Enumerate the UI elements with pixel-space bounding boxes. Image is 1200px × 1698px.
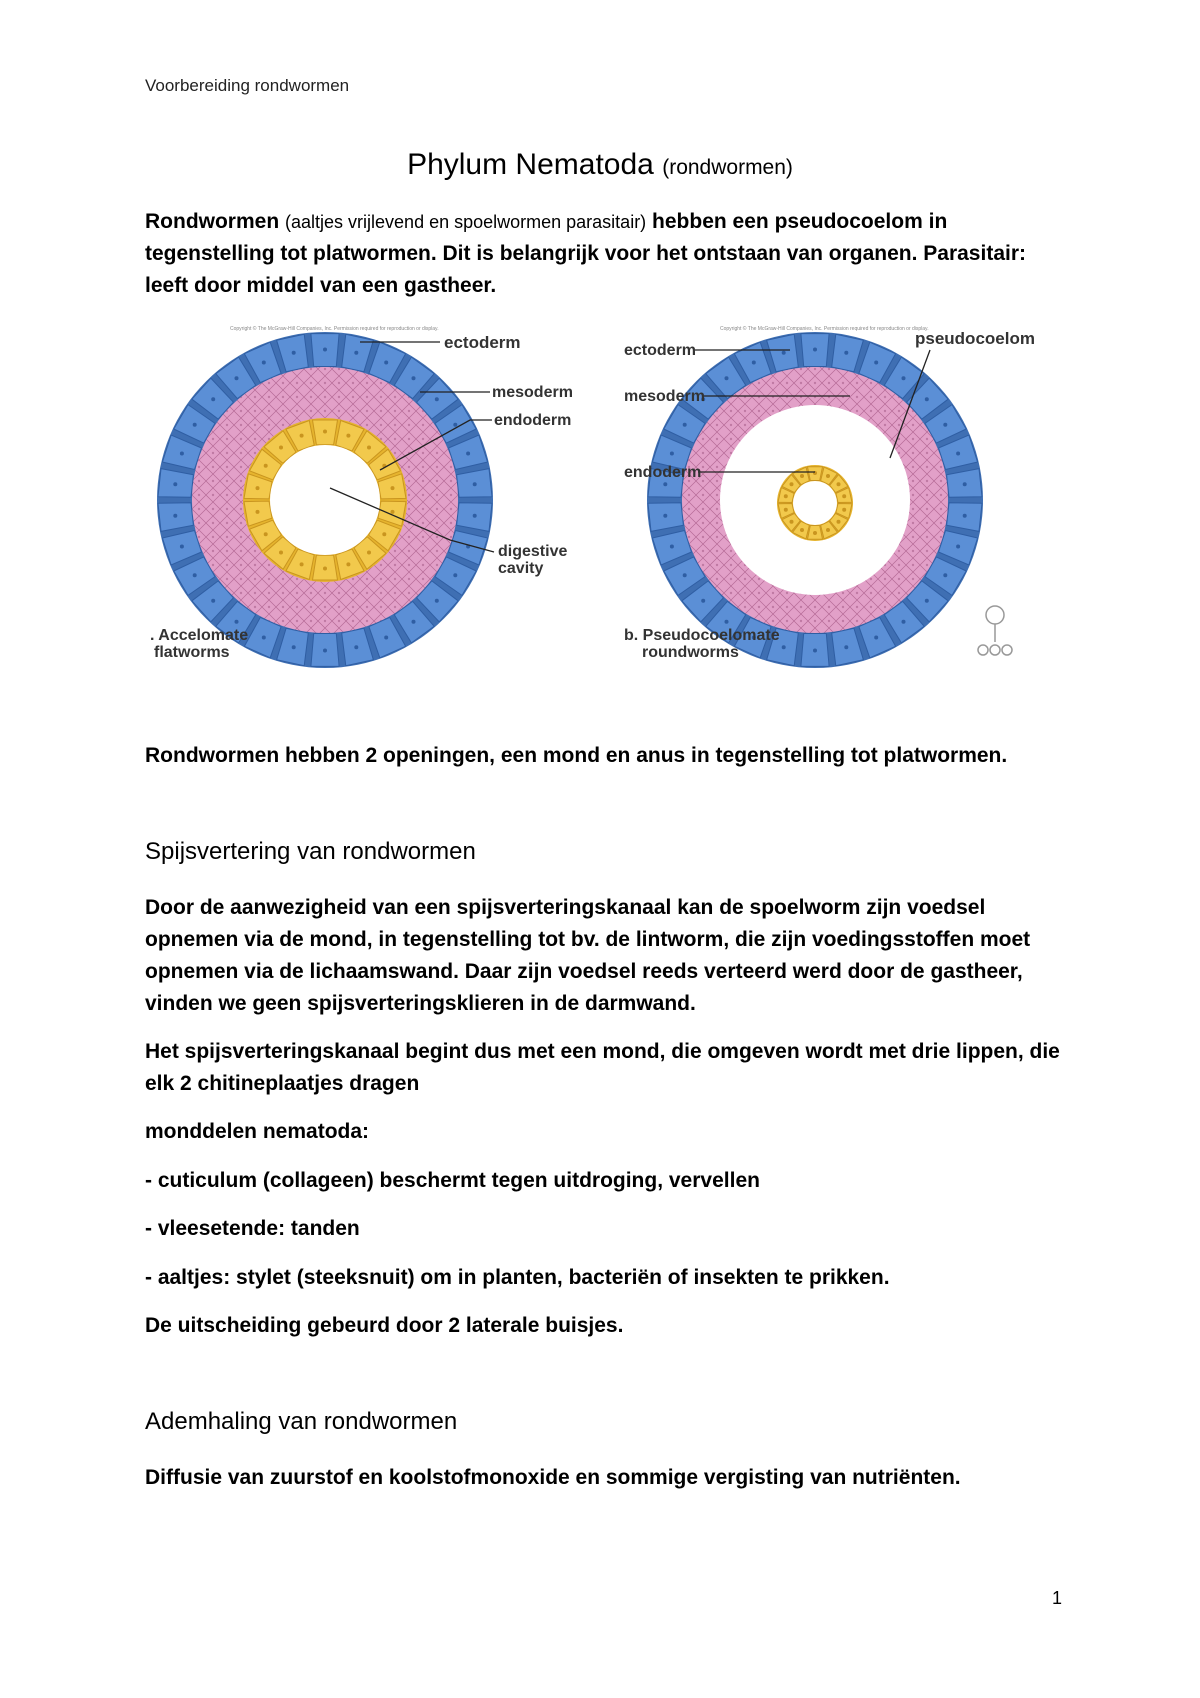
left-ectoderm-cell-nucleus [180,452,184,456]
right-ectoderm-cell-nucleus [844,351,848,355]
right-ectoderm-cell-nucleus [813,348,817,352]
left-ectoderm-cell-nucleus [435,397,439,401]
right-ectoderm-label: ectoderm [624,342,697,359]
mouthparts-item-3: - aaltjes: stylet (steeksnuit) om in planten, bacteriën of insekten te prikken. [145,1266,890,1289]
left-endoderm-cell-nucleus [256,510,260,514]
title-sub: (rondwormen) [662,156,793,179]
right-ectoderm-cell-nucleus [670,452,674,456]
right-gut-lumen [793,481,837,525]
right-ectoderm-cell-nucleus [725,376,729,380]
left-endoderm-cell-nucleus [323,430,327,434]
left-endoderm-cell-nucleus [391,510,395,514]
right-ectoderm-cell-nucleus [663,514,667,518]
left-ectoderm-cell-nucleus [193,423,197,427]
right-ectoderm-cell-nucleus [925,397,929,401]
right-endoderm-cell-nucleus [842,494,846,498]
left-ectoderm-label: ectoderm [444,333,521,352]
left-ectoderm-cell-nucleus [453,423,457,427]
left-endoderm-cell-nucleus [300,562,304,566]
left-endoderm-cell-nucleus [346,434,350,438]
right-ectoderm-cell-nucleus [902,376,906,380]
intro-lead: Rondwormen [145,210,280,233]
left-ectoderm-cell-nucleus [173,482,177,486]
left-digestive-cavity [270,445,380,555]
left-ectoderm-cell-nucleus [211,397,215,401]
left-ectoderm-cell-nucleus [292,645,296,649]
right-endoderm-cell-nucleus [826,528,830,532]
right-endoderm-label: endoderm [624,464,702,481]
page-title [0,148,1200,182]
left-endoderm-cell-nucleus [279,446,283,450]
left-ectoderm-cell-nucleus [292,351,296,355]
title-main: Phylum Nematoda [407,148,654,181]
left-ectoderm-cell-nucleus [435,599,439,603]
left-caption-1: . Accelomate [150,627,249,644]
left-ectoderm-cell-nucleus [235,376,239,380]
right-ectoderm-cell-nucleus [663,482,667,486]
left-endoderm-cell-nucleus [367,446,371,450]
right-caption-2: roundworms [642,644,739,661]
intro-mid: hebben een [652,210,769,233]
right-endoderm-cell-nucleus [784,494,788,498]
left-ectoderm-cell-nucleus [466,452,470,456]
right-ectoderm-cell-nucleus [925,599,929,603]
left-ectoderm-cell-nucleus [323,348,327,352]
acoelomate-diagram [150,325,573,668]
right-endoderm-cell-nucleus [784,508,788,512]
left-ectoderm-cell-nucleus [412,620,416,624]
left-endoderm-cell-nucleus [264,464,268,468]
right-ectoderm-cell-nucleus [725,620,729,624]
left-ectoderm-cell-nucleus [173,514,177,518]
intro-paren: (aaltjes vrijlevend en spoelwormen parasitair) [285,212,647,232]
germ-layer-figure [150,320,1070,680]
right-ectoderm-cell-nucleus [670,545,674,549]
right-endoderm-cell-nucleus [790,482,794,486]
publisher-logo-icon [978,606,1012,655]
right-endoderm-cell-nucleus [842,508,846,512]
left-copyright: Copyright © The McGraw-Hill Companies, Inc. Permission required for reproduction or display. [230,326,439,332]
mouthparts-item-2: - vleesetende: tanden [145,1217,360,1240]
right-ectoderm-cell-nucleus [813,649,817,653]
left-digestive-label-1: digestive [498,543,568,560]
left-ectoderm-cell-nucleus [211,599,215,603]
right-copyright: Copyright © The McGraw-Hill Companies, Inc. Permission required for reproduction or display. [720,326,929,332]
right-endoderm-cell-nucleus [837,482,841,486]
left-ectoderm-cell-nucleus [384,361,388,365]
mouthparts-heading: monddelen nematoda: [145,1120,370,1143]
left-ectoderm-cell-nucleus [180,545,184,549]
right-ectoderm-cell-nucleus [782,351,786,355]
right-endoderm-cell-nucleus [837,520,841,524]
left-ectoderm-cell-nucleus [193,573,197,577]
mouthparts-item-1: - cuticulum (collageen) beschermt tegen uitdroging, vervellen [145,1169,760,1192]
left-endoderm-cell-nucleus [367,551,371,555]
right-ectoderm-cell-nucleus [683,573,687,577]
section-heading-digestion: Spijsvertering van rondwormen [145,838,476,865]
left-ectoderm-cell-nucleus [412,376,416,380]
respiration-paragraph: Diffusie van zuurstof en koolstofmonoxide en sommige vergisting van nutriënten. [145,1466,961,1489]
right-mesoderm-label: mesoderm [624,388,705,405]
excretion-paragraph: De uitscheiding gebeurd door 2 laterale buisjes. [145,1314,624,1337]
left-ectoderm-cell-nucleus [384,636,388,640]
section-heading-respiration: Ademhaling van rondwormen [145,1408,458,1435]
left-endoderm-cell-nucleus [256,486,260,490]
left-endoderm-cell-nucleus [264,532,268,536]
right-ectoderm-cell-nucleus [752,361,756,365]
left-caption-2: flatworms [154,644,230,661]
intro-rest: in tegenstelling tot platwormen. Dit is belangrijk voor het ontstaan van organen. Parasitair: leeft door middel van een gastheer. [145,210,1026,297]
left-endoderm-cell-nucleus [323,567,327,571]
left-endoderm-cell-nucleus [300,434,304,438]
right-endoderm-cell-nucleus [800,528,804,532]
left-ectoderm-cell-nucleus [354,351,358,355]
left-ectoderm-cell-nucleus [473,482,477,486]
right-ectoderm-cell-nucleus [956,452,960,456]
right-endoderm-cell-nucleus [813,531,817,535]
right-ectoderm-cell-nucleus [844,645,848,649]
digestion-paragraph-2: Het spijsverteringskanaal begint dus met een mond, die omgeven wordt met drie lippen, die elk 2 chitineplaatjes dragen [145,1040,1060,1095]
page-number: 1 [1052,1588,1063,1608]
left-ectoderm-cell-nucleus [453,573,457,577]
right-ectoderm-cell-nucleus [943,573,947,577]
digestion-paragraph-1: Door de aanwezigheid van een spijsverteringskanaal kan de spoelworm zijn voedsel opnemen via de mond, in tegenstelling tot bv. de lintworm, die zijn voedingsstoffen moet opnemen via de lichaamswand. Daar zijn voedsel reeds verteerd werd door de gastheer, vinden we geen spijsverteringsklieren in de darmwand. [145,896,1031,1015]
left-endoderm-cell-nucleus [382,532,386,536]
intro-strong: pseudocoelom [774,210,923,233]
right-ectoderm-cell-nucleus [902,620,906,624]
right-ectoderm-cell-nucleus [956,545,960,549]
left-digestive-label-2: cavity [498,560,544,577]
left-endoderm-cell-nucleus [279,551,283,555]
left-ectoderm-cell-nucleus [262,636,266,640]
right-ectoderm-cell-nucleus [874,361,878,365]
pseudocoelomate-diagram [624,325,1035,668]
left-ectoderm-cell-nucleus [262,361,266,365]
right-endoderm-cell-nucleus [826,474,830,478]
right-ectoderm-cell-nucleus [943,423,947,427]
left-ectoderm-cell-nucleus [473,514,477,518]
right-ectoderm-cell-nucleus [874,636,878,640]
right-ectoderm-cell-nucleus [701,599,705,603]
left-ectoderm-cell-nucleus [323,649,327,653]
intro-paragraph [145,206,1065,302]
right-ectoderm-cell-nucleus [782,645,786,649]
left-mesoderm-label: mesoderm [492,384,573,401]
left-endoderm-cell-nucleus [346,562,350,566]
openings-paragraph: Rondwormen hebben 2 openingen, een mond en anus in tegenstelling tot platwormen. [145,744,1008,767]
right-ectoderm-cell-nucleus [683,423,687,427]
right-pseudocoelom-label: pseudocoelom [915,329,1035,348]
right-ectoderm-cell-nucleus [963,514,967,518]
right-endoderm-cell-nucleus [790,520,794,524]
left-endoderm-label: endoderm [494,412,572,429]
right-caption-1: b. Pseudocoelomate [624,627,780,644]
left-endoderm-cell-nucleus [391,486,395,490]
left-ectoderm-cell-nucleus [354,645,358,649]
right-ectoderm-cell-nucleus [963,482,967,486]
right-endoderm-cell-nucleus [800,474,804,478]
left-ectoderm-cell-nucleus [235,620,239,624]
page-header: Voorbereiding rondwormen [145,76,350,95]
